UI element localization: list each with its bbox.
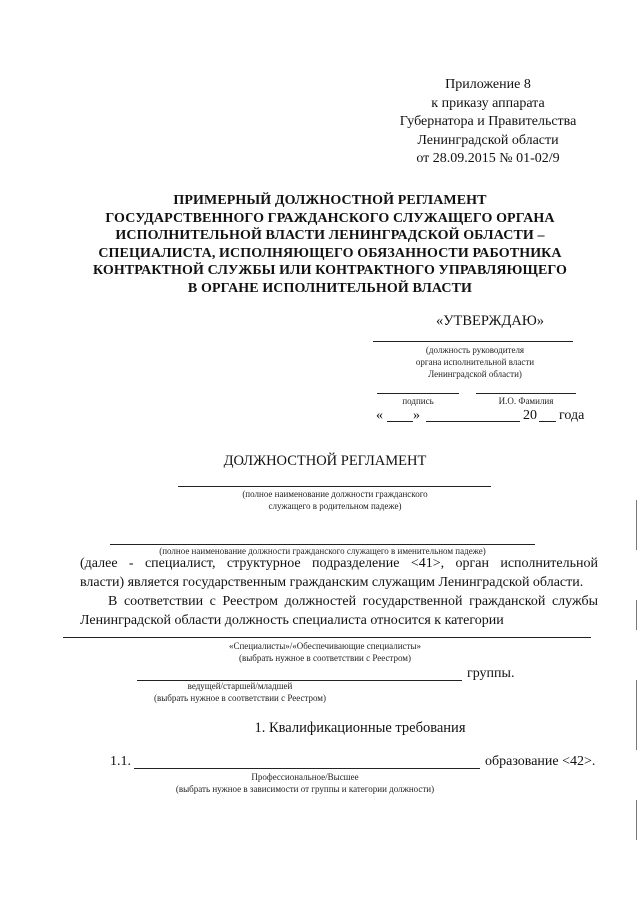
title-line: В ОРГАНЕ ИСПОЛНИТЕЛЬНОЙ ВЛАСТИ xyxy=(187,280,473,296)
paragraph-2-line-2: Ленинградской области должность специалиста относится к категории xyxy=(80,613,504,628)
name-label: И.О. Фамилия xyxy=(498,396,554,406)
day-blank-line xyxy=(387,421,413,422)
paragraph-1-line-1: (далее - специалист, структурное подразделение <41>, орган исполнительной xyxy=(80,556,598,571)
annex-line: от 28.09.2015 № 01-02/9 xyxy=(416,151,560,166)
hint-line: (должность руководителя xyxy=(425,345,525,355)
annex-line: Ленинградской области xyxy=(417,132,559,148)
hint-line: ведущей/старшей/младшей xyxy=(187,681,293,691)
hint-line: «Специалисты»/«Обеспечивающие специалисты» xyxy=(228,641,422,651)
annex-line: Губернатора и Правительства xyxy=(399,114,577,129)
education-blank-line xyxy=(134,768,480,769)
title-line: ИСПОЛНИТЕЛЬНОЙ ВЛАСТИ ЛЕНИНГРАДСКОЙ ОБЛАСТИ – xyxy=(115,228,545,243)
scan-artifact xyxy=(636,600,637,630)
regulation-heading: ДОЛЖНОСТНОЙ РЕГЛАМЕНТ xyxy=(223,453,427,469)
hint-line: (выбрать нужное в зависимости от группы и категории должности) xyxy=(175,784,435,794)
hint-line: Ленинградской области) xyxy=(428,369,522,379)
paragraph-1-line-2: власти) является государственным гражданским служащим Ленинградской области. xyxy=(80,575,584,590)
genitive-blank-line xyxy=(178,486,491,487)
hint-line: служащего в родительном падеже) xyxy=(268,501,402,511)
year-suffix: года xyxy=(559,408,585,423)
scan-artifact xyxy=(636,800,637,840)
date-close-quote: » xyxy=(413,408,420,423)
position-blank-line xyxy=(373,341,573,342)
item-suffix: образование <42>. xyxy=(485,754,596,769)
approval-heading: «УТВЕРЖДАЮ» xyxy=(436,313,544,329)
year-blank-line xyxy=(539,421,556,422)
hint-line: (полное наименование должности гражданского xyxy=(242,489,428,499)
paragraph-2-line-1: В соответствии с Реестром должностей государственной гражданской службы xyxy=(108,594,598,609)
signature-label: подпись xyxy=(402,396,434,406)
category-blank-line xyxy=(63,637,591,638)
hint-line: органа исполнительной власти xyxy=(415,357,535,367)
item-number: 1.1. xyxy=(110,754,131,769)
hint-line: (выбрать нужное в соответствии с Реестром) xyxy=(238,653,411,663)
hint-line: Профессиональное/Высшее xyxy=(251,772,359,782)
scan-artifact xyxy=(636,500,637,550)
annex-line: Приложение 8 xyxy=(445,77,531,92)
name-blank-line xyxy=(476,393,576,394)
position-hint xyxy=(380,344,570,380)
section-1-heading: 1. Квалификационные требования xyxy=(254,720,466,736)
year-prefix: 20 xyxy=(523,408,537,423)
title-line: ГОСУДАРСТВЕННОГО ГРАЖДАНСКОГО СЛУЖАЩЕГО ОРГАНА xyxy=(105,210,555,226)
genitive-hint xyxy=(185,488,485,512)
group-suffix: группы. xyxy=(467,666,515,681)
month-blank-line xyxy=(426,421,520,422)
title-line: ПРИМЕРНЫЙ ДОЛЖНОСТНОЙ РЕГЛАМЕНТ xyxy=(173,193,487,208)
nominative-hint: (полное наименование должности гражданского служащего в именительном падеже) xyxy=(159,546,486,556)
group-hint xyxy=(135,680,345,704)
annex-block xyxy=(388,76,588,169)
document-title xyxy=(80,192,580,297)
title-line: СПЕЦИАЛИСТА, ИСПОЛНЯЮЩЕГО ОБЯЗАННОСТИ РАБОТНИКА xyxy=(98,245,562,261)
signature-blank-line xyxy=(377,393,459,394)
date-open-quote: « xyxy=(376,408,383,423)
title-line: КОНТРАКТНОЙ СЛУЖБЫ ИЛИ КОНТРАКТНОГО УПРАВЛЯЮЩЕГО xyxy=(92,263,568,278)
category-hint xyxy=(150,640,500,664)
annex-line: к приказу аппарата xyxy=(431,95,545,111)
approval-date-row xyxy=(376,406,590,426)
education-hint xyxy=(150,771,460,795)
hint-line: (выбрать нужное в соответствии с Реестром) xyxy=(153,693,326,703)
scan-artifact xyxy=(636,680,637,750)
